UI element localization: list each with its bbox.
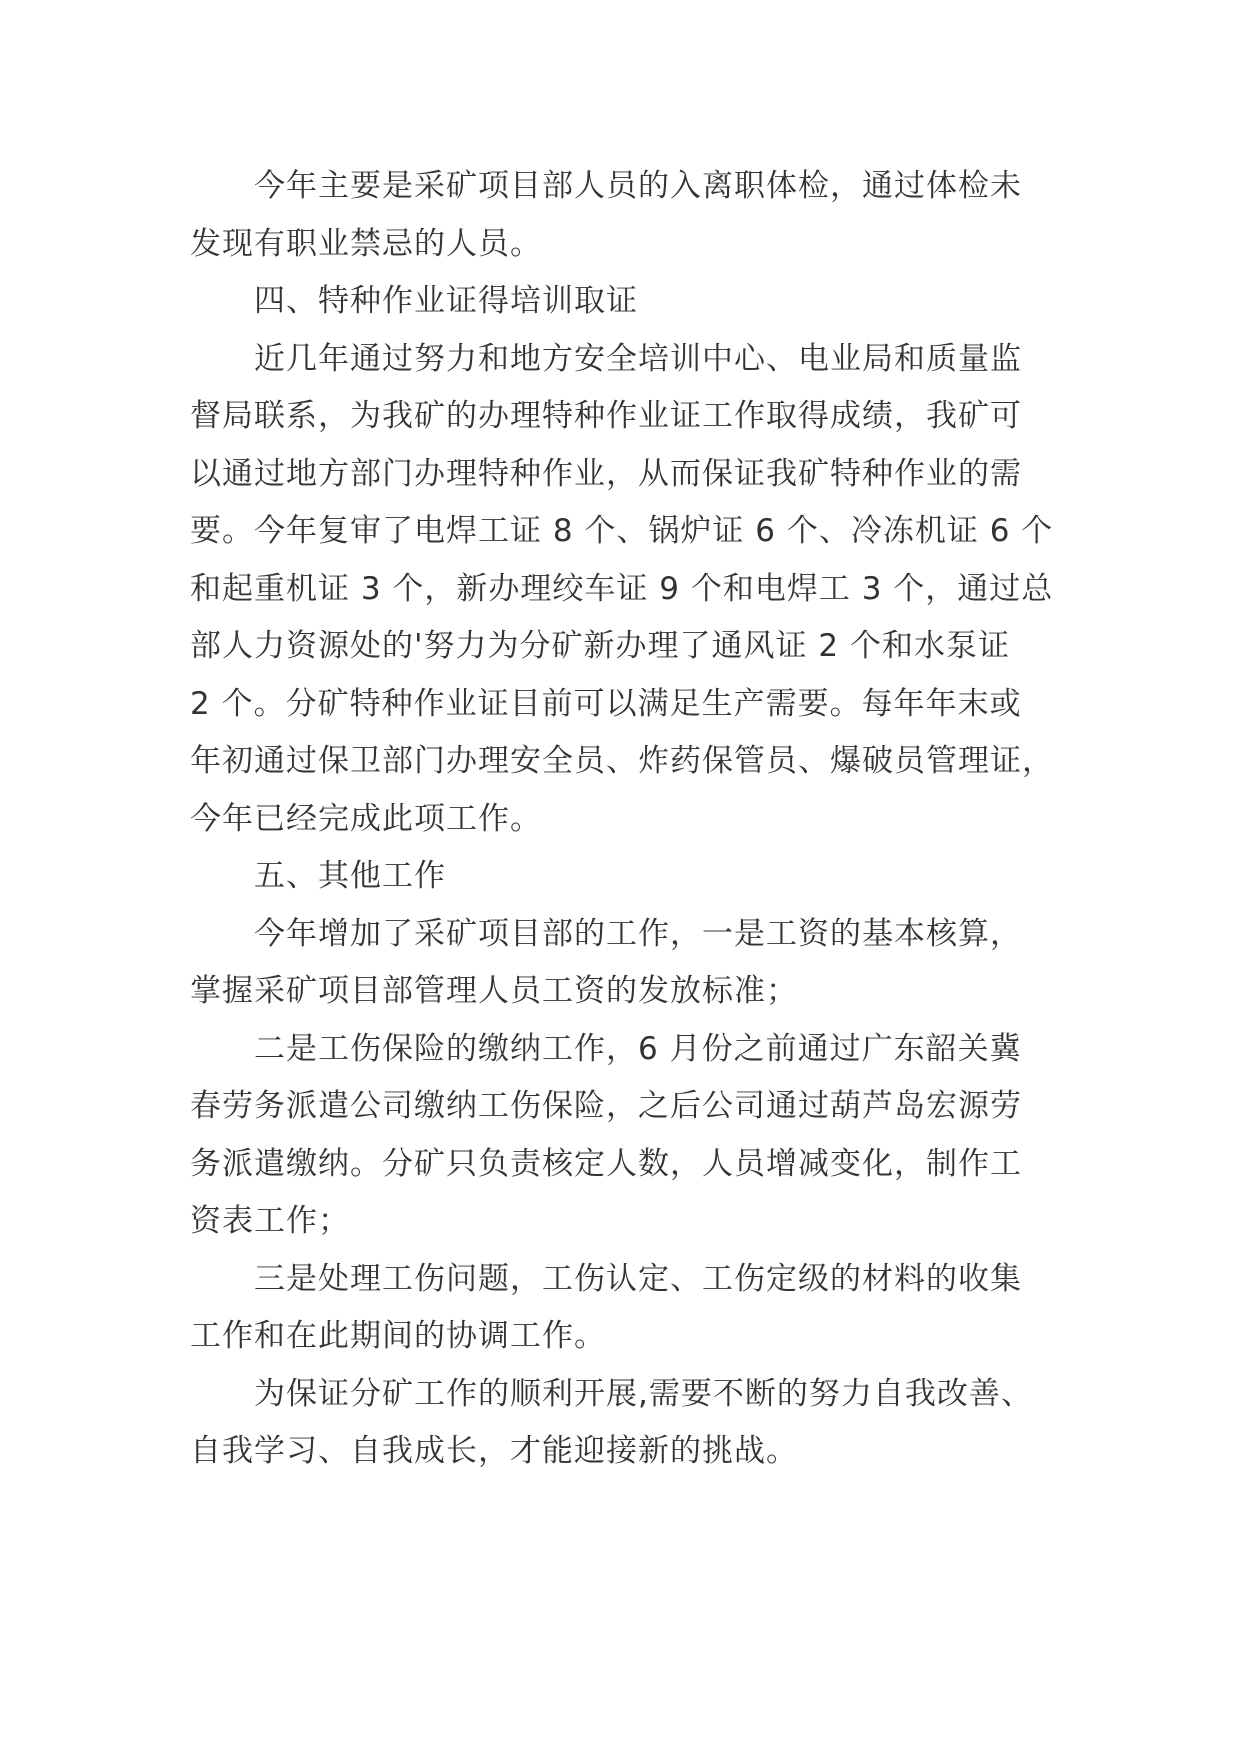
paragraph-line: 部人力资源处的'努力为分矿新办理了通风证 2 个和水泵证 [190, 628, 1010, 664]
paragraph-line: 资表工作； [190, 1203, 350, 1239]
paragraph-line: 为保证分矿工作的顺利开展,需要不断的努力自我改善、 [254, 1375, 1033, 1412]
paragraph-line: 督局联系，为我矿的办理特种作业证工作取得成绩，我矿可 [190, 398, 1022, 434]
paragraph-line: 要。今年复审了电焊工证 8 个、锅炉证 6 个、冷冻机证 6 个 [190, 513, 1054, 549]
paragraph-line: 以通过地方部门办理特种作业，从而保证我矿特种作业的需 [190, 455, 1022, 492]
paragraph-line: 务派遣缴纳。分矿只负责核定人数，人员增减变化，制作工 [190, 1145, 1022, 1182]
paragraph-line: 春劳务派遣公司缴纳工伤保险，之后公司通过葫芦岛宏源劳 [190, 1088, 1022, 1124]
paragraph-line: 掌握采矿项目部管理人员工资的发放标准； [190, 973, 798, 1009]
paragraph-line: 二是工伤保险的缴纳工作，6 月份之前通过广东韶关冀 [254, 1030, 1022, 1067]
paragraph-line: 工作和在此期间的协调工作。 [190, 1318, 606, 1354]
document-body [190, 158, 1052, 1481]
paragraph-line: 2 个。分矿特种作业证目前可以满足生产需要。每年年末或 [190, 685, 1022, 722]
paragraph-line: 今年已经完成此项工作。 [190, 800, 542, 837]
section-heading: 四、特种作业证得培训取证 [254, 283, 638, 319]
paragraph-line: 年初通过保卫部门办理安全员、炸药保管员、爆破员管理证， [190, 743, 1054, 779]
paragraph-line: 今年增加了采矿项目部的工作，一是工资的基本核算， [254, 915, 1022, 952]
paragraph-line: 今年主要是采矿项目部人员的入离职体检，通过体检未 [254, 168, 1022, 204]
paragraph-line: 近几年通过努力和地方安全培训中心、电业局和质量监 [254, 340, 1022, 377]
section-heading: 五、其他工作 [254, 858, 446, 894]
paragraph-line: 发现有职业禁忌的人员。 [190, 225, 542, 262]
paragraph-line: 三是处理工伤问题，工伤认定、工伤定级的材料的收集 [254, 1260, 1022, 1297]
paragraph-line: 和起重机证 3 个，新办理绞车证 9 个和电焊工 3 个，通过总 [190, 570, 1054, 607]
paragraph-line: 自我学习、自我成长，才能迎接新的挑战。 [190, 1433, 798, 1469]
